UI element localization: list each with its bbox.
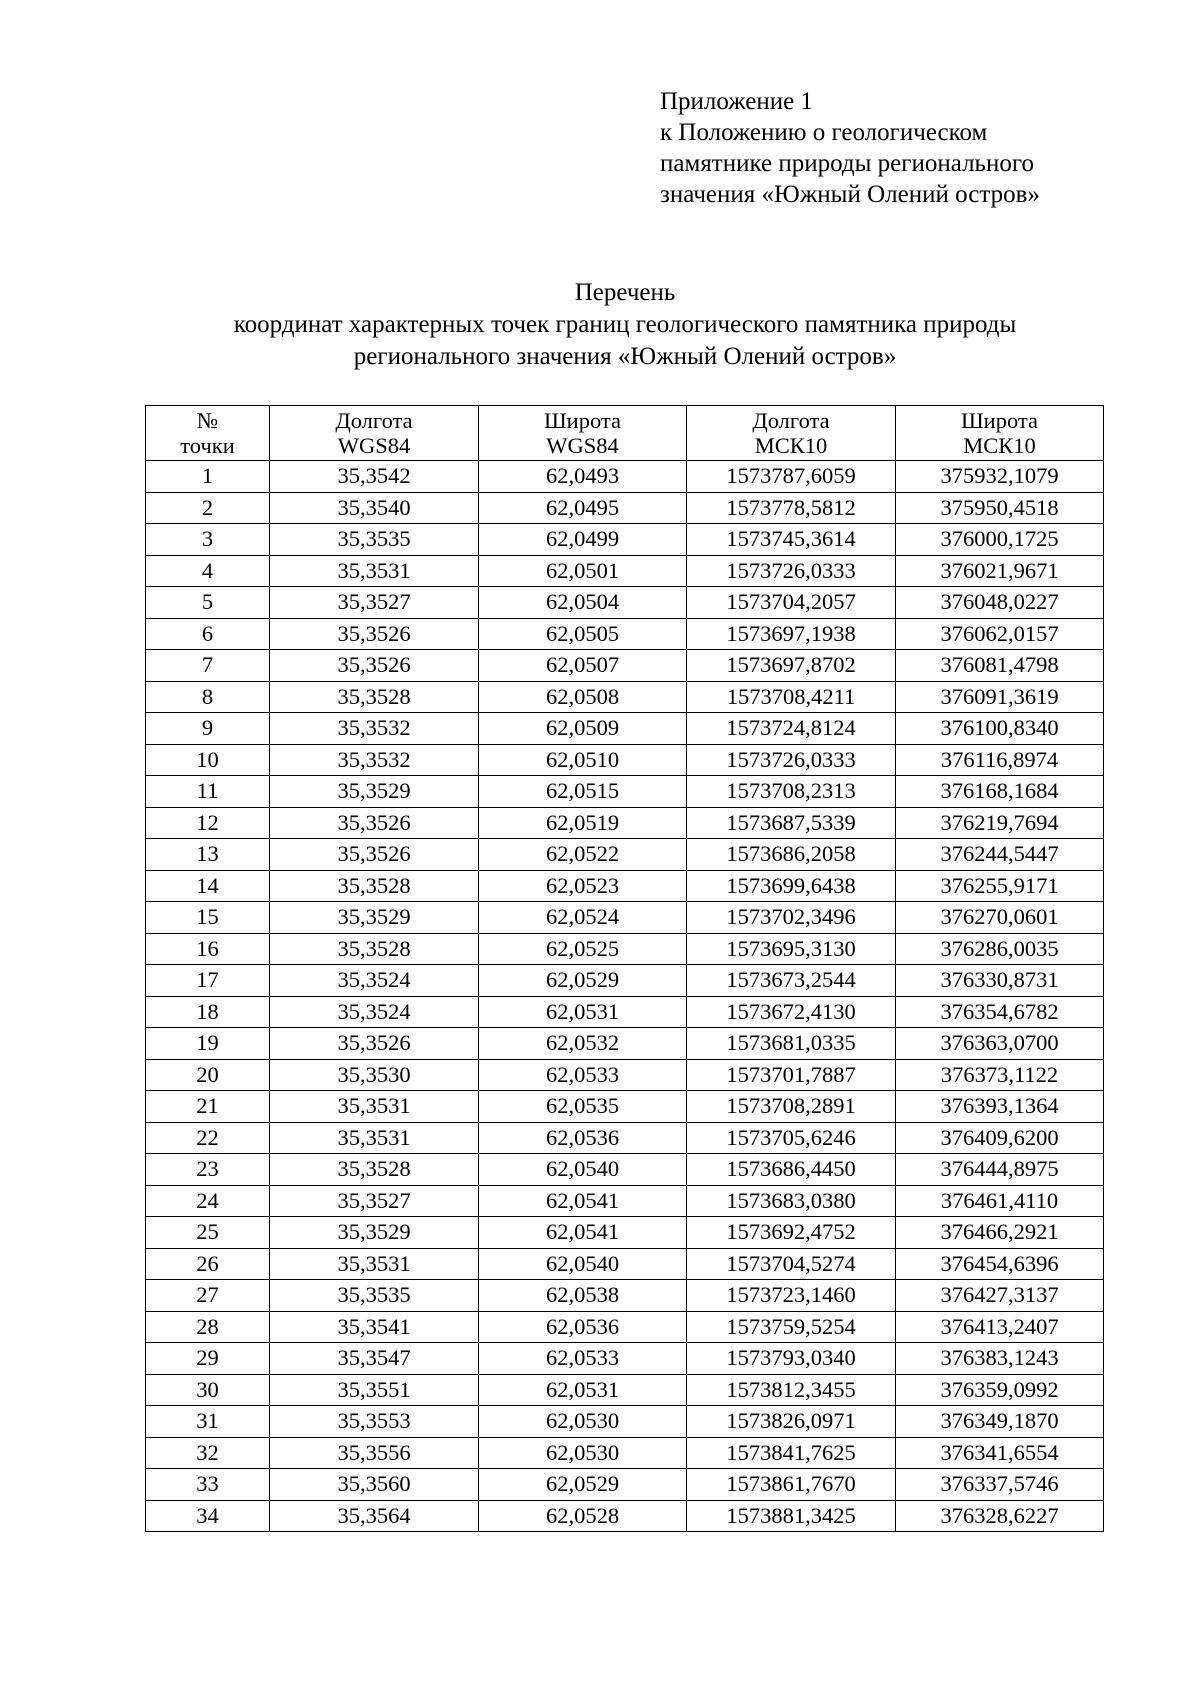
cell-latitude-wgs84: 62,0530 <box>479 1437 687 1469</box>
cell-longitude-wgs84: 35,3532 <box>270 713 479 745</box>
table-row <box>146 650 1104 682</box>
cell-latitude-wgs84: 62,0541 <box>479 1185 687 1217</box>
table-row <box>146 1154 1104 1186</box>
cell-longitude-msk10: 1573687,5339 <box>687 807 896 839</box>
cell-point-number: 21 <box>146 1091 270 1123</box>
header-latitude-wgs84: Широта WGS84 <box>479 406 687 461</box>
cell-point-number: 31 <box>146 1406 270 1438</box>
cell-point-number: 12 <box>146 807 270 839</box>
coordinates-table <box>145 405 1104 1532</box>
cell-point-number: 28 <box>146 1311 270 1343</box>
cell-longitude-wgs84: 35,3531 <box>270 555 479 587</box>
table-row <box>146 1311 1104 1343</box>
table-row <box>146 492 1104 524</box>
cell-point-number: 34 <box>146 1500 270 1532</box>
cell-latitude-wgs84: 62,0519 <box>479 807 687 839</box>
cell-longitude-msk10: 1573705,6246 <box>687 1122 896 1154</box>
cell-latitude-wgs84: 62,0541 <box>479 1217 687 1249</box>
cell-point-number: 9 <box>146 713 270 745</box>
cell-latitude-msk10: 376081,4798 <box>896 650 1104 682</box>
cell-longitude-wgs84: 35,3551 <box>270 1374 479 1406</box>
cell-latitude-wgs84: 62,0493 <box>479 461 687 493</box>
cell-longitude-msk10: 1573692,4752 <box>687 1217 896 1249</box>
cell-longitude-msk10: 1573812,3455 <box>687 1374 896 1406</box>
cell-latitude-msk10: 376341,6554 <box>896 1437 1104 1469</box>
cell-latitude-wgs84: 62,0538 <box>479 1280 687 1312</box>
table-header-row <box>146 406 1104 461</box>
cell-longitude-msk10: 1573704,2057 <box>687 587 896 619</box>
cell-latitude-msk10: 376048,0227 <box>896 587 1104 619</box>
cell-latitude-msk10: 376270,0601 <box>896 902 1104 934</box>
cell-longitude-wgs84: 35,3541 <box>270 1311 479 1343</box>
cell-latitude-msk10: 376000,1725 <box>896 524 1104 556</box>
cell-latitude-wgs84: 62,0504 <box>479 587 687 619</box>
cell-latitude-wgs84: 62,0540 <box>479 1248 687 1280</box>
table-row <box>146 461 1104 493</box>
cell-longitude-msk10: 1573726,0333 <box>687 555 896 587</box>
cell-longitude-msk10: 1573759,5254 <box>687 1311 896 1343</box>
cell-point-number: 10 <box>146 744 270 776</box>
table-row <box>146 776 1104 808</box>
cell-longitude-msk10: 1573841,7625 <box>687 1437 896 1469</box>
table-row <box>146 1500 1104 1532</box>
cell-latitude-msk10: 376413,2407 <box>896 1311 1104 1343</box>
table-row <box>146 1406 1104 1438</box>
table-row <box>146 744 1104 776</box>
table-row <box>146 1122 1104 1154</box>
cell-longitude-wgs84: 35,3531 <box>270 1091 479 1123</box>
cell-point-number: 11 <box>146 776 270 808</box>
cell-longitude-wgs84: 35,3532 <box>270 744 479 776</box>
cell-point-number: 29 <box>146 1343 270 1375</box>
cell-latitude-wgs84: 62,0529 <box>479 965 687 997</box>
cell-longitude-msk10: 1573686,2058 <box>687 839 896 871</box>
cell-longitude-wgs84: 35,3528 <box>270 1154 479 1186</box>
cell-point-number: 17 <box>146 965 270 997</box>
cell-latitude-msk10: 376466,2921 <box>896 1217 1104 1249</box>
cell-point-number: 7 <box>146 650 270 682</box>
table-row <box>146 1185 1104 1217</box>
table-row <box>146 902 1104 934</box>
header-latitude-msk10: Широта МСК10 <box>896 406 1104 461</box>
cell-longitude-wgs84: 35,3527 <box>270 587 479 619</box>
cell-longitude-msk10: 1573724,8124 <box>687 713 896 745</box>
table-row <box>146 1059 1104 1091</box>
table-row <box>146 965 1104 997</box>
appendix-line: к Положению о геологическом <box>660 119 988 146</box>
cell-longitude-msk10: 1573793,0340 <box>687 1343 896 1375</box>
cell-point-number: 33 <box>146 1469 270 1501</box>
cell-longitude-wgs84: 35,3528 <box>270 933 479 965</box>
cell-latitude-msk10: 376454,6396 <box>896 1248 1104 1280</box>
cell-latitude-wgs84: 62,0532 <box>479 1028 687 1060</box>
cell-point-number: 3 <box>146 524 270 556</box>
cell-latitude-msk10: 375950,4518 <box>896 492 1104 524</box>
cell-point-number: 2 <box>146 492 270 524</box>
table-row <box>146 713 1104 745</box>
cell-latitude-wgs84: 62,0535 <box>479 1091 687 1123</box>
cell-longitude-msk10: 1573699,6438 <box>687 870 896 902</box>
cell-point-number: 20 <box>146 1059 270 1091</box>
table-row <box>146 1091 1104 1123</box>
heading-title: Перечень <box>574 279 676 306</box>
cell-point-number: 18 <box>146 996 270 1028</box>
cell-longitude-msk10: 1573726,0333 <box>687 744 896 776</box>
cell-latitude-wgs84: 62,0499 <box>479 524 687 556</box>
cell-latitude-wgs84: 62,0533 <box>479 1343 687 1375</box>
table-row <box>146 524 1104 556</box>
cell-longitude-wgs84: 35,3535 <box>270 1280 479 1312</box>
table-row <box>146 870 1104 902</box>
appendix-note <box>660 86 1040 210</box>
cell-latitude-msk10: 376409,6200 <box>896 1122 1104 1154</box>
cell-latitude-msk10: 376373,1122 <box>896 1059 1104 1091</box>
cell-latitude-wgs84: 62,0522 <box>479 839 687 871</box>
cell-longitude-wgs84: 35,3529 <box>270 1217 479 1249</box>
cell-point-number: 24 <box>146 1185 270 1217</box>
appendix-line: памятнике природы регионального <box>660 150 1034 177</box>
cell-latitude-wgs84: 62,0536 <box>479 1311 687 1343</box>
cell-latitude-msk10: 376255,9171 <box>896 870 1104 902</box>
cell-longitude-msk10: 1573695,3130 <box>687 933 896 965</box>
cell-point-number: 14 <box>146 870 270 902</box>
cell-longitude-msk10: 1573697,8702 <box>687 650 896 682</box>
header-point-number: № точки <box>146 406 270 461</box>
cell-longitude-wgs84: 35,3524 <box>270 996 479 1028</box>
table-row <box>146 555 1104 587</box>
table-row <box>146 618 1104 650</box>
cell-latitude-wgs84: 62,0501 <box>479 555 687 587</box>
cell-latitude-msk10: 376461,4110 <box>896 1185 1104 1217</box>
header-longitude-wgs84: Долгота WGS84 <box>270 406 479 461</box>
cell-longitude-wgs84: 35,3564 <box>270 1500 479 1532</box>
cell-longitude-wgs84: 35,3526 <box>270 1028 479 1060</box>
cell-latitude-msk10: 376363,0700 <box>896 1028 1104 1060</box>
table-body <box>146 461 1104 1532</box>
cell-longitude-wgs84: 35,3553 <box>270 1406 479 1438</box>
cell-latitude-msk10: 376100,8340 <box>896 713 1104 745</box>
cell-latitude-msk10: 376354,6782 <box>896 996 1104 1028</box>
cell-longitude-msk10: 1573787,6059 <box>687 461 896 493</box>
cell-latitude-wgs84: 62,0523 <box>479 870 687 902</box>
table-row <box>146 1217 1104 1249</box>
cell-latitude-wgs84: 62,0525 <box>479 933 687 965</box>
cell-longitude-msk10: 1573686,4450 <box>687 1154 896 1186</box>
cell-longitude-msk10: 1573697,1938 <box>687 618 896 650</box>
cell-longitude-wgs84: 35,3556 <box>270 1437 479 1469</box>
cell-longitude-msk10: 1573708,2313 <box>687 776 896 808</box>
cell-latitude-wgs84: 62,0509 <box>479 713 687 745</box>
cell-latitude-msk10: 376244,5447 <box>896 839 1104 871</box>
cell-longitude-wgs84: 35,3531 <box>270 1248 479 1280</box>
cell-point-number: 23 <box>146 1154 270 1186</box>
table-row <box>146 807 1104 839</box>
cell-longitude-msk10: 1573826,0971 <box>687 1406 896 1438</box>
cell-point-number: 19 <box>146 1028 270 1060</box>
table-row <box>146 587 1104 619</box>
cell-latitude-msk10: 376219,7694 <box>896 807 1104 839</box>
cell-latitude-wgs84: 62,0540 <box>479 1154 687 1186</box>
cell-latitude-wgs84: 62,0529 <box>479 1469 687 1501</box>
cell-point-number: 26 <box>146 1248 270 1280</box>
table-row <box>146 681 1104 713</box>
cell-latitude-wgs84: 62,0530 <box>479 1406 687 1438</box>
cell-longitude-msk10: 1573708,4211 <box>687 681 896 713</box>
cell-latitude-msk10: 376444,8975 <box>896 1154 1104 1186</box>
cell-latitude-wgs84: 62,0524 <box>479 902 687 934</box>
cell-longitude-msk10: 1573701,7887 <box>687 1059 896 1091</box>
document-heading <box>0 277 1200 373</box>
table-row <box>146 1437 1104 1469</box>
cell-longitude-wgs84: 35,3529 <box>270 776 479 808</box>
cell-longitude-msk10: 1573672,4130 <box>687 996 896 1028</box>
cell-latitude-wgs84: 62,0508 <box>479 681 687 713</box>
cell-latitude-wgs84: 62,0507 <box>479 650 687 682</box>
cell-longitude-msk10: 1573778,5812 <box>687 492 896 524</box>
cell-longitude-msk10: 1573702,3496 <box>687 902 896 934</box>
cell-latitude-wgs84: 62,0531 <box>479 996 687 1028</box>
table-row <box>146 839 1104 871</box>
cell-point-number: 30 <box>146 1374 270 1406</box>
table-row <box>146 933 1104 965</box>
cell-point-number: 6 <box>146 618 270 650</box>
cell-point-number: 5 <box>146 587 270 619</box>
appendix-line: Приложение 1 <box>660 88 813 115</box>
cell-latitude-wgs84: 62,0528 <box>479 1500 687 1532</box>
cell-point-number: 15 <box>146 902 270 934</box>
cell-longitude-wgs84: 35,3524 <box>270 965 479 997</box>
cell-longitude-msk10: 1573861,7670 <box>687 1469 896 1501</box>
cell-latitude-wgs84: 62,0536 <box>479 1122 687 1154</box>
cell-latitude-wgs84: 62,0505 <box>479 618 687 650</box>
cell-longitude-wgs84: 35,3526 <box>270 650 479 682</box>
heading-line: координат характерных точек границ геологического памятника природы <box>233 311 1017 338</box>
heading-line: регионального значения «Южный Олений остров» <box>353 343 897 370</box>
cell-longitude-msk10: 1573683,0380 <box>687 1185 896 1217</box>
table-row <box>146 1248 1104 1280</box>
cell-longitude-wgs84: 35,3528 <box>270 681 479 713</box>
table-row <box>146 1469 1104 1501</box>
cell-latitude-msk10: 376168,1684 <box>896 776 1104 808</box>
cell-longitude-msk10: 1573704,5274 <box>687 1248 896 1280</box>
cell-longitude-wgs84: 35,3547 <box>270 1343 479 1375</box>
cell-latitude-msk10: 376337,5746 <box>896 1469 1104 1501</box>
cell-latitude-msk10: 376286,0035 <box>896 933 1104 965</box>
cell-point-number: 16 <box>146 933 270 965</box>
cell-longitude-wgs84: 35,3535 <box>270 524 479 556</box>
cell-longitude-msk10: 1573881,3425 <box>687 1500 896 1532</box>
cell-longitude-wgs84: 35,3560 <box>270 1469 479 1501</box>
cell-latitude-msk10: 376021,9671 <box>896 555 1104 587</box>
cell-longitude-wgs84: 35,3540 <box>270 492 479 524</box>
cell-latitude-msk10: 376349,1870 <box>896 1406 1104 1438</box>
cell-longitude-wgs84: 35,3530 <box>270 1059 479 1091</box>
cell-latitude-wgs84: 62,0495 <box>479 492 687 524</box>
cell-point-number: 25 <box>146 1217 270 1249</box>
cell-latitude-msk10: 376359,0992 <box>896 1374 1104 1406</box>
cell-longitude-msk10: 1573723,1460 <box>687 1280 896 1312</box>
cell-point-number: 4 <box>146 555 270 587</box>
cell-latitude-msk10: 376330,8731 <box>896 965 1104 997</box>
cell-point-number: 1 <box>146 461 270 493</box>
cell-latitude-msk10: 376091,3619 <box>896 681 1104 713</box>
cell-longitude-wgs84: 35,3526 <box>270 807 479 839</box>
cell-latitude-msk10: 376062,0157 <box>896 618 1104 650</box>
cell-longitude-wgs84: 35,3529 <box>270 902 479 934</box>
header-longitude-msk10: Долгота МСК10 <box>687 406 896 461</box>
table-row <box>146 1028 1104 1060</box>
table-row <box>146 996 1104 1028</box>
cell-latitude-wgs84: 62,0515 <box>479 776 687 808</box>
table-row <box>146 1374 1104 1406</box>
cell-point-number: 32 <box>146 1437 270 1469</box>
cell-latitude-msk10: 376383,1243 <box>896 1343 1104 1375</box>
cell-longitude-msk10: 1573708,2891 <box>687 1091 896 1123</box>
cell-longitude-wgs84: 35,3527 <box>270 1185 479 1217</box>
cell-latitude-msk10: 375932,1079 <box>896 461 1104 493</box>
cell-latitude-wgs84: 62,0510 <box>479 744 687 776</box>
appendix-line: значения «Южный Олений остров» <box>660 181 1040 208</box>
cell-longitude-msk10: 1573745,3614 <box>687 524 896 556</box>
cell-latitude-msk10: 376328,6227 <box>896 1500 1104 1532</box>
table-row <box>146 1343 1104 1375</box>
cell-longitude-wgs84: 35,3542 <box>270 461 479 493</box>
cell-latitude-msk10: 376427,3137 <box>896 1280 1104 1312</box>
cell-longitude-wgs84: 35,3531 <box>270 1122 479 1154</box>
cell-point-number: 22 <box>146 1122 270 1154</box>
cell-latitude-wgs84: 62,0533 <box>479 1059 687 1091</box>
cell-point-number: 8 <box>146 681 270 713</box>
cell-longitude-msk10: 1573673,2544 <box>687 965 896 997</box>
cell-latitude-msk10: 376393,1364 <box>896 1091 1104 1123</box>
cell-point-number: 13 <box>146 839 270 871</box>
cell-longitude-msk10: 1573681,0335 <box>687 1028 896 1060</box>
cell-longitude-wgs84: 35,3528 <box>270 870 479 902</box>
cell-point-number: 27 <box>146 1280 270 1312</box>
cell-latitude-msk10: 376116,8974 <box>896 744 1104 776</box>
cell-longitude-wgs84: 35,3526 <box>270 618 479 650</box>
table-row <box>146 1280 1104 1312</box>
cell-latitude-wgs84: 62,0531 <box>479 1374 687 1406</box>
cell-longitude-wgs84: 35,3526 <box>270 839 479 871</box>
